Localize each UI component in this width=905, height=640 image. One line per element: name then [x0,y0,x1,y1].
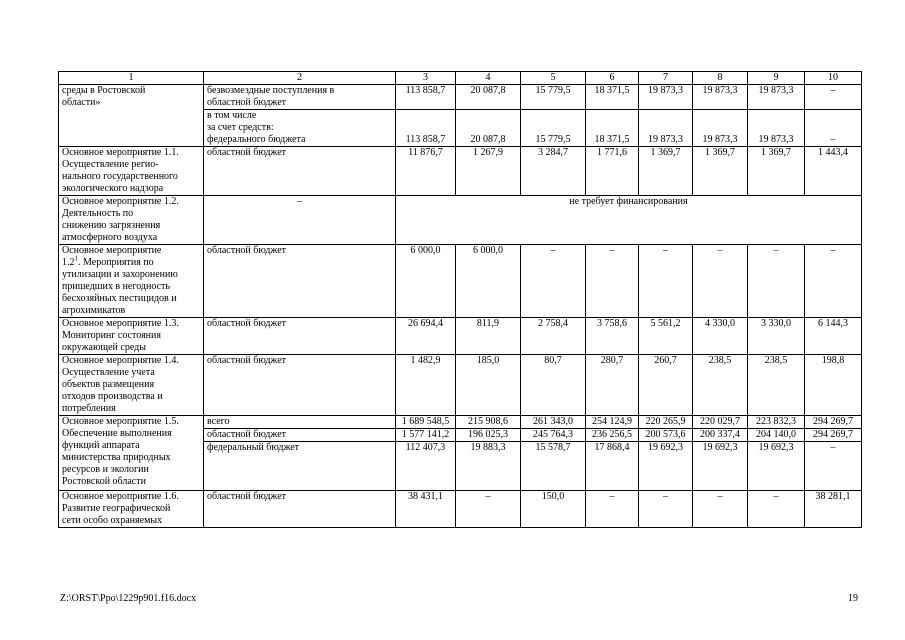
funding-source: областной бюджет [204,355,396,416]
value-cell: 1 689 548,5 [396,416,456,429]
value-cell: 1 443,4 [805,147,862,196]
header-cell: 3 [396,72,456,85]
table-row [59,491,862,528]
value-cell: 20 087,8 [456,134,521,147]
value-cell: 19 692,3 [693,442,748,491]
value-cell: 6 000,0 [396,245,456,318]
value-cell: – [805,134,862,147]
row-title-line: бесхозяйных пестицидов и [62,293,177,304]
value-cell [748,110,805,135]
header-cell: 6 [586,72,639,85]
value-cell: 19 873,3 [639,134,693,147]
value-cell: 236 256,5 [586,429,639,442]
row-title [59,85,204,147]
value-cell: 15 779,5 [521,134,586,147]
value-cell: 6 000,0 [456,245,521,318]
value-cell: 113 858,7 [396,134,456,147]
row-title-line: Мониторинг состояния [62,330,161,341]
row-title-line: Основное мероприятие [62,245,162,256]
value-cell: – [586,491,639,528]
value-cell: 4 330,0 [693,318,748,355]
row-title [59,196,204,245]
funding-source: областной бюджет [204,147,396,196]
funding-source: всего [204,416,396,429]
value-cell: – [748,491,805,528]
value-cell: 238,5 [748,355,805,416]
value-cell: 1 369,7 [639,147,693,196]
no-funding-note: не требует финансирования [396,196,862,245]
row-title-line: утилизации и захоронению [62,269,178,280]
value-cell: – [805,245,862,318]
table-row [59,85,862,110]
row-title-line: министерства природных [62,452,171,463]
value-cell: 113 858,7 [396,85,456,110]
value-cell: 200 573,6 [639,429,693,442]
row-title-line: Основное мероприятие 1.3. [62,318,179,329]
funding-source [204,110,396,135]
row-title-line: сети особо охраняемых [62,515,163,526]
value-cell: 11 876,7 [396,147,456,196]
value-cell: 2 758,4 [521,318,586,355]
value-cell: 20 087,8 [456,85,521,110]
row-title-line: Развитие географической [62,503,171,514]
value-cell: 5 561,2 [639,318,693,355]
value-cell: 3 758,6 [586,318,639,355]
funding-source: федерального бюджета [204,134,396,147]
value-cell: 19 692,3 [748,442,805,491]
value-cell: 3 330,0 [748,318,805,355]
row-title-line: Основное мероприятие 1.1. [62,147,179,158]
value-cell: 6 144,3 [805,318,862,355]
value-cell: – [805,442,862,491]
funding-source-line: в том числе [207,110,257,121]
value-cell: – [693,491,748,528]
value-cell: 17 868,4 [586,442,639,491]
row-title-line: области» [62,97,101,108]
header-cell: 9 [748,72,805,85]
value-cell: 18 371,5 [586,85,639,110]
value-cell: 1 577 141,2 [396,429,456,442]
value-cell [693,110,748,135]
header-cell: 4 [456,72,521,85]
funding-source: областной бюджет [204,245,396,318]
value-cell: 3 284,7 [521,147,586,196]
value-cell: 223 832,3 [748,416,805,429]
footer-file-path: Z:\ORST\Ppo\1229p901.f16.docx [60,593,197,604]
value-cell: 19 873,3 [748,85,805,110]
value-cell [521,110,586,135]
value-cell: 1 771,6 [586,147,639,196]
funding-source-line: областной бюджет [207,97,287,108]
row-title-line: снижению загрязнения [62,220,161,231]
value-cell: 26 694,4 [396,318,456,355]
funding-source-line: безвозмездные поступления в [207,85,335,96]
value-cell: 185,0 [456,355,521,416]
measure-number: 1.2 [62,257,75,268]
value-cell: 1 267,9 [456,147,521,196]
value-cell: 198,8 [805,355,862,416]
value-cell: 260,7 [639,355,693,416]
value-cell: 280,7 [586,355,639,416]
value-cell: 220 265,9 [639,416,693,429]
funding-source-line: за счет средств: [207,122,274,133]
value-cell: 220 029,7 [693,416,748,429]
value-cell: 15 578,7 [521,442,586,491]
row-title-line: Обеспечение выполнения [62,428,172,439]
value-cell: 19 873,3 [693,85,748,110]
row-title-line: Деятельность по [62,208,134,219]
value-cell [805,110,862,135]
superscript-mark: 1 [74,254,78,263]
row-title [59,491,204,528]
value-cell: 15 779,5 [521,85,586,110]
value-cell [639,110,693,135]
row-title-line [62,254,200,269]
header-cell: 1 [59,72,204,85]
header-cell: 7 [639,72,693,85]
value-cell: 1 482,9 [396,355,456,416]
row-title [59,318,204,355]
row-title-line: экологического надзора [62,183,164,194]
row-title-line: пришедших в негодность [62,281,170,292]
value-cell: 261 343,0 [521,416,586,429]
value-cell: 245 764,3 [521,429,586,442]
measure-title-start: . Мероприятия по [78,257,154,268]
header-cell: 8 [693,72,748,85]
table-row [59,416,862,429]
value-cell: 38 431,1 [396,491,456,528]
header-cell: 5 [521,72,586,85]
value-cell: 1 369,7 [748,147,805,196]
row-title-line: объектов размещения [62,379,155,390]
value-cell [456,110,521,135]
funding-source: областной бюджет [204,318,396,355]
funding-source: областной бюджет [204,491,396,528]
value-cell: 254 124,9 [586,416,639,429]
value-cell: 19 873,3 [639,85,693,110]
budget-table [58,71,862,528]
table-row [59,147,862,196]
value-cell: 150,0 [521,491,586,528]
value-cell: 238,5 [693,355,748,416]
value-cell: 19 873,3 [748,134,805,147]
row-title-line: атмосферного воздуха [62,232,158,243]
value-cell: 196 025,3 [456,429,521,442]
table-row [59,355,862,416]
row-title-line: Осуществление учета [62,367,155,378]
table-row [59,245,862,318]
value-cell: – [639,245,693,318]
value-cell: – [521,245,586,318]
row-title-line: Ростовской области [62,476,146,487]
value-cell [396,110,456,135]
value-cell: 112 407,3 [396,442,456,491]
header-row [59,72,862,85]
value-cell: 19 692,3 [639,442,693,491]
row-title-line: Осуществление регио- [62,159,159,170]
value-cell: 204 140,0 [748,429,805,442]
funding-source: федеральный бюджет [204,442,396,491]
value-cell: – [693,245,748,318]
header-cell: 10 [805,72,862,85]
row-title-line: Основное мероприятие 1.6. [62,491,179,502]
value-cell: 80,7 [521,355,586,416]
value-cell: – [748,245,805,318]
value-cell [586,110,639,135]
row-title [59,147,204,196]
row-title-line: Основное мероприятие 1.5. [62,416,179,427]
page-number: 19 [848,593,858,604]
row-title-line: нального государственного [62,171,178,182]
funding-source: областной бюджет [204,429,396,442]
value-cell: – [805,85,862,110]
row-title-line: окружающей среды [62,342,146,353]
value-cell: 1 369,7 [693,147,748,196]
funding-source: – [204,196,396,245]
row-title-line: агрохимикатов [62,305,126,316]
table-row [59,318,862,355]
value-cell: 294 269,7 [805,416,862,429]
row-title [59,245,204,318]
value-cell: 38 281,1 [805,491,862,528]
row-title [59,355,204,416]
value-cell: 18 371,5 [586,134,639,147]
value-cell: – [456,491,521,528]
row-title-line: среды в Ростовской [62,85,146,96]
row-title-line: Основное мероприятие 1.4. [62,355,179,366]
table-row [59,196,862,245]
value-cell: 215 908,6 [456,416,521,429]
row-title-line: потребления [62,403,116,414]
row-title-line: функций аппарата [62,440,140,451]
value-cell: 294 269,7 [805,429,862,442]
funding-source [204,85,396,110]
value-cell: 811,9 [456,318,521,355]
value-cell: 19 873,3 [693,134,748,147]
value-cell: 200 337,4 [693,429,748,442]
value-cell: – [639,491,693,528]
row-title-line: ресурсов и экологии [62,464,149,475]
value-cell: 19 883,3 [456,442,521,491]
row-title-line: Основное мероприятие 1.2. [62,196,179,207]
header-cell: 2 [204,72,396,85]
row-title [59,416,204,491]
row-title-line: отходов производства и [62,391,163,402]
value-cell: – [586,245,639,318]
